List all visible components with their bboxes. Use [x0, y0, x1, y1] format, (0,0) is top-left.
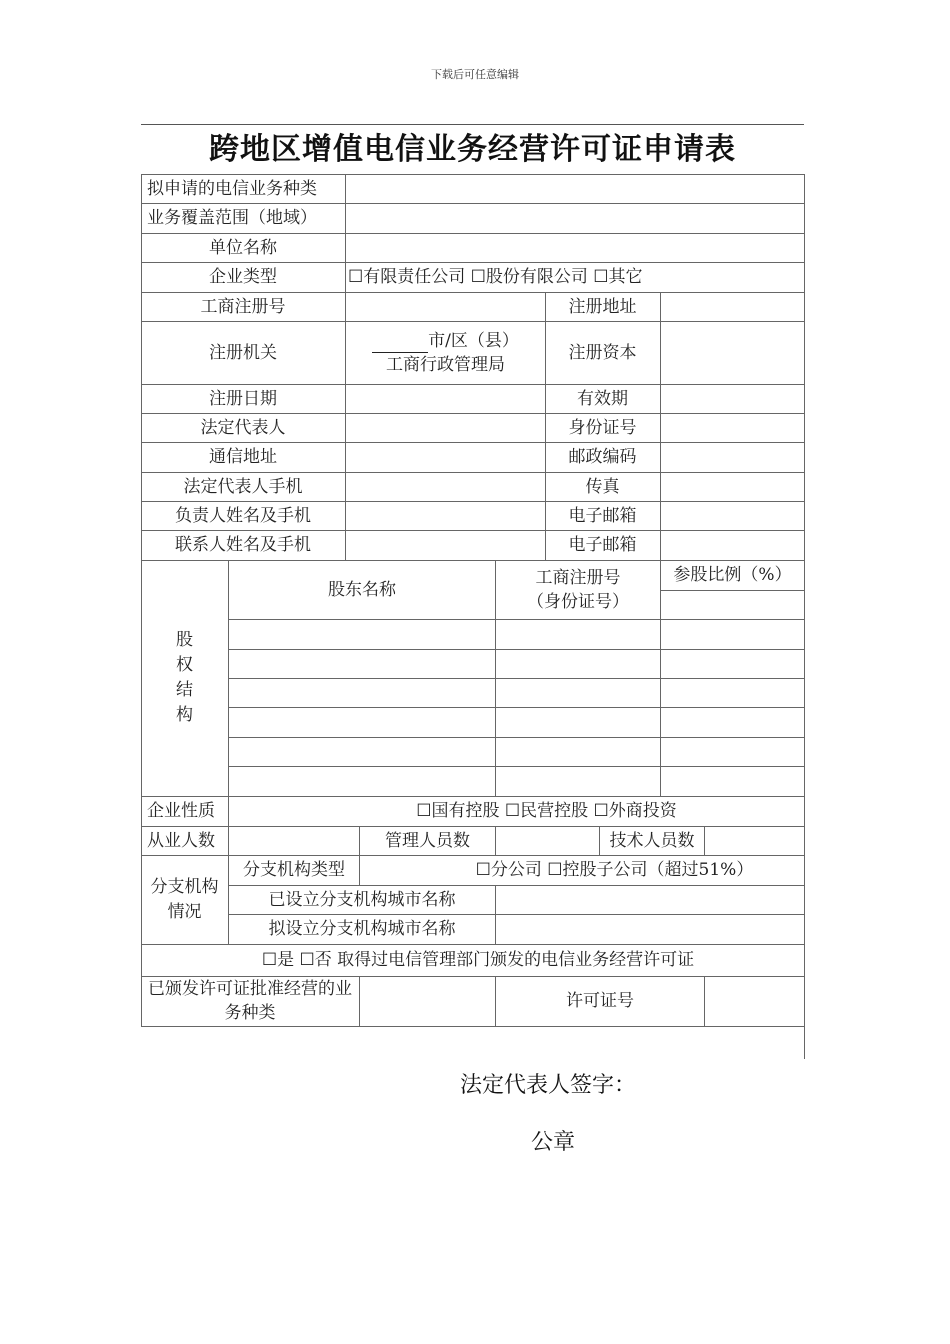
licensed-services-label: 已颁发许可证批准经营的业务种类 [148, 979, 352, 1023]
unit-name-label: 单位名称 [209, 237, 277, 258]
reg-no-field[interactable] [346, 292, 545, 321]
unit-name-field[interactable] [346, 233, 804, 262]
validity-label: 有效期 [577, 388, 628, 409]
nature-options[interactable]: ☐国有控股 ☐民营控股 ☐外商投资 [416, 801, 677, 821]
reg-authority-line2: 工商行政管理局 [386, 354, 505, 375]
planned-branches-label: 拟设立分支机构城市名称 [268, 919, 456, 939]
reg-no-label: 工商注册号 [200, 296, 286, 317]
fax-field[interactable] [661, 472, 804, 501]
mail-address-field[interactable] [346, 442, 545, 472]
legal-rep-phone-field[interactable] [346, 472, 545, 501]
branch-type-label: 分支机构类型 [243, 860, 345, 880]
legal-rep-signature-label: 法定代表人签字： [460, 1073, 637, 1098]
contact-person-label: 联系人姓名及手机 [175, 535, 311, 555]
reg-capital-label: 注册资本 [568, 342, 637, 363]
postcode-label: 邮政编码 [568, 447, 637, 467]
contact-person-field[interactable] [346, 530, 545, 560]
application-form [141, 174, 805, 1027]
shareholder-name-header: 股东名称 [328, 579, 396, 600]
company-type-options[interactable]: ☐有限责任公司 ☐股份有限公司 ☐其它 [348, 267, 643, 287]
fax-label: 传真 [585, 476, 620, 497]
employees-label: 从业人数 [147, 830, 215, 851]
grid-line [228, 766, 805, 767]
license-no-field[interactable] [705, 976, 804, 1026]
reg-authority-field[interactable] [346, 321, 545, 384]
company-type-label: 企业类型 [209, 267, 277, 287]
email-label-2: 电子邮箱 [568, 535, 637, 555]
grid-line [660, 590, 805, 591]
technicians-field[interactable] [705, 826, 804, 855]
licensed-services-field[interactable] [360, 976, 495, 1026]
grid-line [804, 174, 805, 1027]
reg-address-field[interactable] [661, 292, 804, 321]
email-field[interactable] [661, 501, 804, 530]
header-rule [141, 124, 804, 125]
grid-line [228, 707, 805, 708]
existing-branches-label: 已设立分支机构城市名称 [268, 889, 456, 910]
mail-address-label: 通信地址 [209, 447, 277, 467]
validity-field[interactable] [661, 384, 804, 413]
margin-line [804, 1027, 805, 1059]
grid-line [660, 560, 661, 796]
service-type-label: 拟申请的电信业务种类 [147, 178, 317, 199]
person-in-charge-label: 负责人姓名及手机 [175, 505, 311, 526]
reg-authority-label: 注册机关 [209, 342, 277, 363]
grid-line [228, 649, 805, 650]
page-title: 跨地区增值电信业务经营许可证申请表 [209, 132, 736, 167]
equity-structure-label: 股权结构 [176, 630, 193, 725]
seal-label: 公章 [531, 1130, 576, 1155]
service-type-field[interactable] [346, 174, 804, 203]
legal-rep-field[interactable] [346, 413, 545, 442]
license-no-label: 许可证号 [566, 991, 634, 1011]
coverage-field[interactable] [346, 203, 804, 233]
planned-branches-field[interactable] [496, 914, 804, 944]
reg-address-label: 注册地址 [568, 296, 637, 317]
grid-line [141, 1026, 805, 1027]
grid-line [228, 678, 805, 679]
license-obtained-options[interactable]: ☐是 ☐否 取得过电信管理部门颁发的电信业务经营许可证 [261, 950, 695, 970]
city-blank[interactable] [372, 334, 428, 353]
email-label: 电子邮箱 [568, 505, 637, 526]
grid-line [228, 619, 805, 620]
share-ratio-header: 参股比例（%） [673, 565, 792, 585]
employees-field[interactable] [229, 826, 359, 855]
branch-label: 分支机构情况 [150, 876, 219, 922]
managers-field[interactable] [496, 826, 599, 855]
technicians-label: 技术人员数 [609, 830, 695, 851]
reg-date-field[interactable] [346, 384, 545, 413]
reg-capital-field[interactable] [661, 321, 804, 384]
legal-rep-phone-label: 法定代表人手机 [183, 476, 303, 497]
email-field-2[interactable] [661, 530, 804, 560]
reg-no-header: 工商注册号 （身份证号） [527, 567, 629, 612]
id-no-field[interactable] [661, 413, 804, 442]
grid-line [228, 737, 805, 738]
person-in-charge-field[interactable] [346, 501, 545, 530]
coverage-label: 业务覆盖范围（地域） [147, 208, 317, 228]
reg-authority-line1: 市/区（县） [372, 329, 519, 353]
existing-branches-field[interactable] [496, 885, 804, 914]
legal-rep-label: 法定代表人 [200, 417, 286, 438]
branch-type-options[interactable]: ☐分公司 ☐控股子公司（超过51%） [475, 860, 754, 880]
nature-label: 企业性质 [147, 801, 215, 821]
reg-date-label: 注册日期 [209, 388, 277, 409]
id-no-label: 身份证号 [568, 417, 637, 438]
managers-label: 管理人员数 [385, 830, 470, 851]
header-note: 下载后可任意编辑 [431, 68, 519, 81]
postcode-field[interactable] [661, 442, 804, 472]
